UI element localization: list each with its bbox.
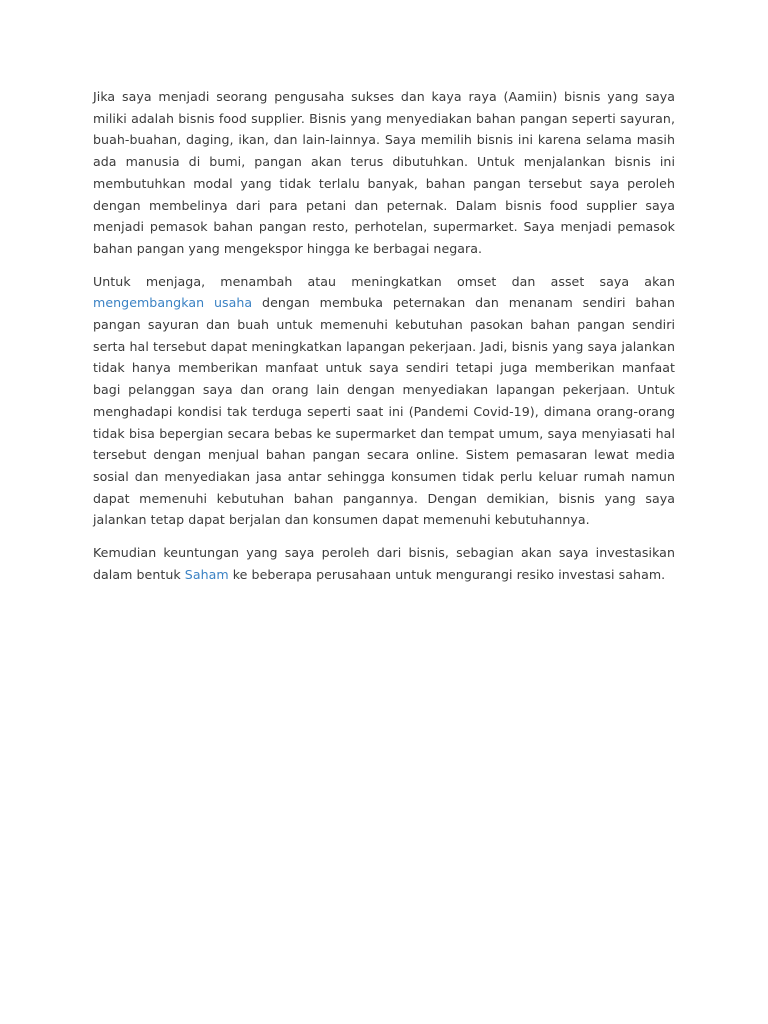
mengembangkan-usaha-link[interactable]: mengembangkan usaha xyxy=(93,295,253,311)
paragraph-1-text: Jika saya menjadi seorang pengusaha sukses dan kaya raya (Aamiin) bisnis yang saya miliki adalah bisnis food supplier. Bisnis yang menyediakan bahan pangan seperti sayuran, buah-buahan, daging, ikan, dan lain-lainnya. Saya memilih bisnis ini karena selama masih ada manusia di bumi, pangan akan terus dibutuhkan. Untuk menjalankan bisnis ini membutuhkan modal yang tidak terlalu banyak, bahan pangan tersebut saya peroleh dengan membelinya dari para petani dan peternak. Dalam bisnis food supplier saya menjadi pemasok bahan pangan resto, perhotelan, supermarket. Saya menjadi pemasok bahan pangan yang mengekspor hingga ke berbagai negara. xyxy=(93,89,675,256)
paragraph-3-text-start: Kemudian keuntungan yang saya peroleh dari bisnis, sebagian akan saya investasikan dalam bentuk xyxy=(93,545,675,582)
paragraph-2-text-start: Untuk menjaga, menambah atau meningkatkan omset dan asset saya akan xyxy=(93,273,675,289)
paragraph-3-text-end: ke beberapa perusahaan untuk mengurangi resiko investasi saham. xyxy=(228,566,666,582)
paragraph-business-growth xyxy=(93,271,675,531)
saham-link[interactable]: Saham xyxy=(184,566,229,582)
paragraph-investment xyxy=(93,542,675,585)
document-body xyxy=(93,86,675,596)
paragraph-2-text-end: dengan membuka peternakan dan menanam sendiri bahan pangan sayuran dan buah untuk memenuhi kebutuhan pasokan bahan pangan sendiri serta hal tersebut dapat meningkatkan lapangan pekerjaan. Jadi, bisnis yang saya jalankan tidak hanya memberikan manfaat untuk saya sendiri tetapi juga memberikan manfaat bagi pelanggan saya dan orang lain dengan menyediakan lapangan pekerjaan. Untuk menghadapi kondisi tak terduga seperti saat ini (Pandemi Covid-19), dimana orang-orang tidak bisa bepergian secara bebas ke supermarket dan tempat umum, saya menyiasati hal tersebut dengan menjual bahan pangan secara online. Sistem pemasaran lewat media sosial dan menyediakan jasa antar sehingga konsumen tidak perlu keluar rumah namun dapat memenuhi kebutuhan bahan pangannya. Dengan demikian, bisnis yang saya jalankan tetap dapat berjalan dan konsumen dapat memenuhi kebutuhannya. xyxy=(93,295,675,528)
paragraph-food-supplier xyxy=(93,86,675,260)
